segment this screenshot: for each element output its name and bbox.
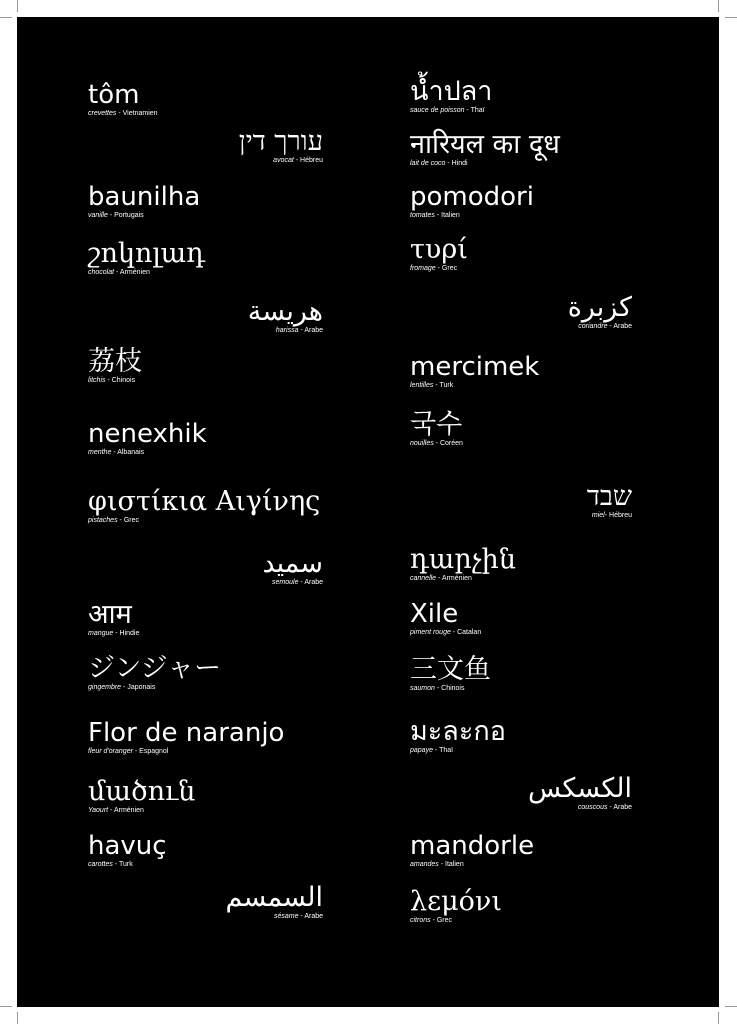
word: سميد (262, 548, 323, 579)
caption: fleur d'oranger - Espagnol (88, 747, 169, 755)
language: Grec (436, 916, 453, 924)
caption: vanille - Portugais (88, 211, 144, 219)
language: Italien (441, 211, 460, 219)
language: Albanais (117, 448, 145, 456)
caption: semoule - Arabe (272, 578, 323, 586)
translation: menthe (88, 448, 112, 456)
caption: gingembre - Japonais (88, 683, 156, 691)
crop-mark (0, 17, 12, 18)
caption: carottes - Turk (88, 860, 133, 868)
language: Arabe (304, 912, 323, 920)
entry-nouilles (410, 410, 463, 448)
translation: vanille (88, 211, 108, 219)
language: Turk (439, 381, 454, 389)
caption: papaye - Thaï (410, 746, 454, 754)
crop-mark (17, 1012, 18, 1024)
entry-sesame (226, 883, 323, 921)
caption: Yaourt - Arménien (88, 806, 144, 814)
poster (17, 17, 719, 1007)
word: մածուն (88, 776, 196, 807)
language: Thaï (439, 746, 454, 754)
language: Grec (441, 264, 458, 272)
translation: coriandre (578, 322, 608, 330)
caption: pistaches - Grec (88, 516, 139, 524)
entry-chocolat (88, 239, 205, 277)
word: λεμόνι (410, 886, 502, 917)
word: mandorle (410, 831, 535, 861)
crop-mark (725, 17, 737, 18)
translation: lait de coco (410, 159, 446, 167)
entry-tom (88, 81, 158, 118)
caption: lait de coco - Hindi (410, 159, 468, 167)
language: Arabe (304, 326, 323, 334)
translation: nouilles (410, 439, 434, 447)
crop-mark (17, 0, 18, 12)
entry-fromage (410, 235, 468, 273)
word: դարչին (410, 544, 516, 575)
entry-couscous (528, 774, 632, 812)
translation: chocolat (88, 268, 115, 276)
language: Chinois (111, 376, 136, 384)
word: น้ำปลา (410, 76, 493, 107)
language: Vietnamien (122, 109, 158, 117)
entry-xile (410, 600, 481, 637)
entry-pomodori (410, 183, 534, 220)
language: Hindie (119, 629, 140, 637)
translation: saumon (410, 684, 435, 692)
entry-mangue (88, 600, 139, 638)
word: 三文鱼 (410, 654, 491, 685)
word: आम (88, 599, 132, 630)
language: Hébreu (300, 156, 323, 164)
entry-pistaches (88, 487, 320, 525)
caption: chocolat - Arménien (88, 268, 150, 276)
caption: couscous - Arabe (577, 803, 632, 811)
entry-cannelle (410, 545, 516, 583)
translation: litchis (88, 376, 106, 384)
language: Coréen (439, 439, 463, 447)
caption: nouilles - Coréen (410, 439, 463, 447)
translation: pistaches (88, 516, 118, 524)
entry-miel (587, 482, 632, 520)
translation: lentilles (410, 381, 434, 389)
language: Arabe (613, 803, 632, 811)
translation: couscous (577, 803, 608, 811)
caption: fromage - Grec (410, 264, 458, 272)
translation: crevettes (88, 109, 117, 117)
translation: miel (591, 511, 605, 519)
caption: cannelle - Arménien (410, 574, 472, 582)
word: עורך דין (238, 126, 323, 157)
caption: mangue - Hindie (88, 629, 140, 637)
translation: carottes (88, 860, 113, 868)
entry-lait-de-coco (410, 130, 560, 168)
caption: saumon - Chinois (410, 684, 465, 692)
language: Arabe (304, 578, 323, 586)
word: tôm (88, 80, 140, 110)
entry-semoule (262, 549, 323, 587)
entry-papaye (410, 717, 506, 755)
language: Japonais (127, 683, 156, 691)
caption: miel- Hébreu (591, 511, 632, 519)
entry-orech-din (239, 127, 323, 165)
language: Catalan (457, 628, 482, 636)
caption: avocat - Hébreu (273, 156, 323, 164)
translation: citrons (410, 916, 431, 924)
crop-mark (725, 1006, 737, 1007)
language: Hindi (451, 159, 468, 167)
word: שבד (586, 481, 632, 512)
language: Espagnol (139, 747, 169, 755)
word: नारियल का दूध (410, 129, 560, 160)
entry-saumon (410, 655, 491, 693)
word: 荔枝 (88, 346, 142, 377)
word: هريسة (247, 296, 323, 327)
entry-havuc (88, 832, 167, 869)
language: Italien (445, 860, 464, 868)
translation: gingembre (88, 683, 122, 691)
caption: tomates - Italien (410, 211, 460, 219)
caption: litchis - Chinois (88, 376, 136, 384)
word: mercimek (410, 352, 540, 382)
caption: sésame - Arabe (273, 912, 323, 920)
word: كزبرة (567, 292, 632, 323)
entry-mercimek (410, 353, 539, 390)
word: السمسم (225, 882, 323, 913)
word: φιστίκια Αιγίνης (88, 486, 321, 517)
entry-harissa (248, 297, 323, 335)
translation: fleur d'oranger (88, 747, 133, 755)
word: 국수 (410, 409, 463, 440)
caption: citrons - Grec (410, 916, 453, 924)
translation: tomates (410, 211, 435, 219)
translation: sauce de poisson (410, 106, 465, 114)
language: Thaï (470, 106, 485, 114)
translation: semoule (272, 578, 299, 586)
word: havuç (88, 831, 167, 861)
language: Chinois (441, 684, 465, 692)
caption: amandes - Italien (410, 860, 464, 868)
translation: fromage (410, 264, 436, 272)
caption: sauce de poisson - Thaï (410, 106, 485, 114)
caption: menthe - Albanais (88, 448, 145, 456)
word: Xile (410, 599, 459, 629)
translation: mangue (88, 629, 114, 637)
word: τυρί (410, 234, 468, 265)
word: ジンジャー (88, 653, 222, 684)
language: Arménien (119, 268, 150, 276)
language: Arabe (613, 322, 632, 330)
translation: Yaourt (88, 806, 109, 814)
word: มะละกอ (410, 716, 506, 747)
language: Arménien (113, 806, 144, 814)
word: շոկոլադ (88, 238, 206, 269)
translation: piment rouge (410, 628, 451, 636)
language: Turk (119, 860, 133, 868)
language: Grec (123, 516, 139, 524)
entry-coriandre (568, 293, 632, 331)
word: الكسكس (527, 773, 632, 804)
entry-nenexhik (88, 420, 207, 457)
entry-litchis (88, 347, 142, 385)
entry-gingembre (88, 654, 221, 692)
language: Arménien (441, 574, 472, 582)
caption: crevettes - Vietnamien (88, 109, 158, 117)
entry-mandorle (410, 832, 534, 869)
translation: avocat (273, 156, 294, 164)
entry-baunilha (88, 183, 200, 220)
word: nenexhik (88, 419, 207, 449)
entry-citrons (410, 887, 502, 925)
crop-mark (718, 0, 719, 12)
caption: lentilles - Turk (410, 381, 454, 389)
caption: coriandre - Arabe (578, 322, 632, 330)
language: Hébreu (609, 511, 632, 519)
word: baunilha (88, 182, 201, 212)
entry-flor-de-naranjo (88, 719, 284, 756)
caption: piment rouge - Catalan (410, 628, 482, 636)
crop-mark (0, 1006, 12, 1007)
translation: harissa (275, 326, 299, 334)
translation: amandes (410, 860, 439, 868)
translation: papaye (410, 746, 433, 754)
language: Portugais (114, 211, 144, 219)
crop-mark (718, 1012, 719, 1024)
entry-yaourt (88, 777, 195, 815)
word: Flor de naranjo (88, 718, 285, 748)
caption: harissa - Arabe (275, 326, 323, 334)
word: pomodori (410, 182, 534, 212)
translation: sésame (273, 912, 299, 920)
entry-nam-pla (410, 77, 492, 115)
translation: cannelle (410, 574, 437, 582)
